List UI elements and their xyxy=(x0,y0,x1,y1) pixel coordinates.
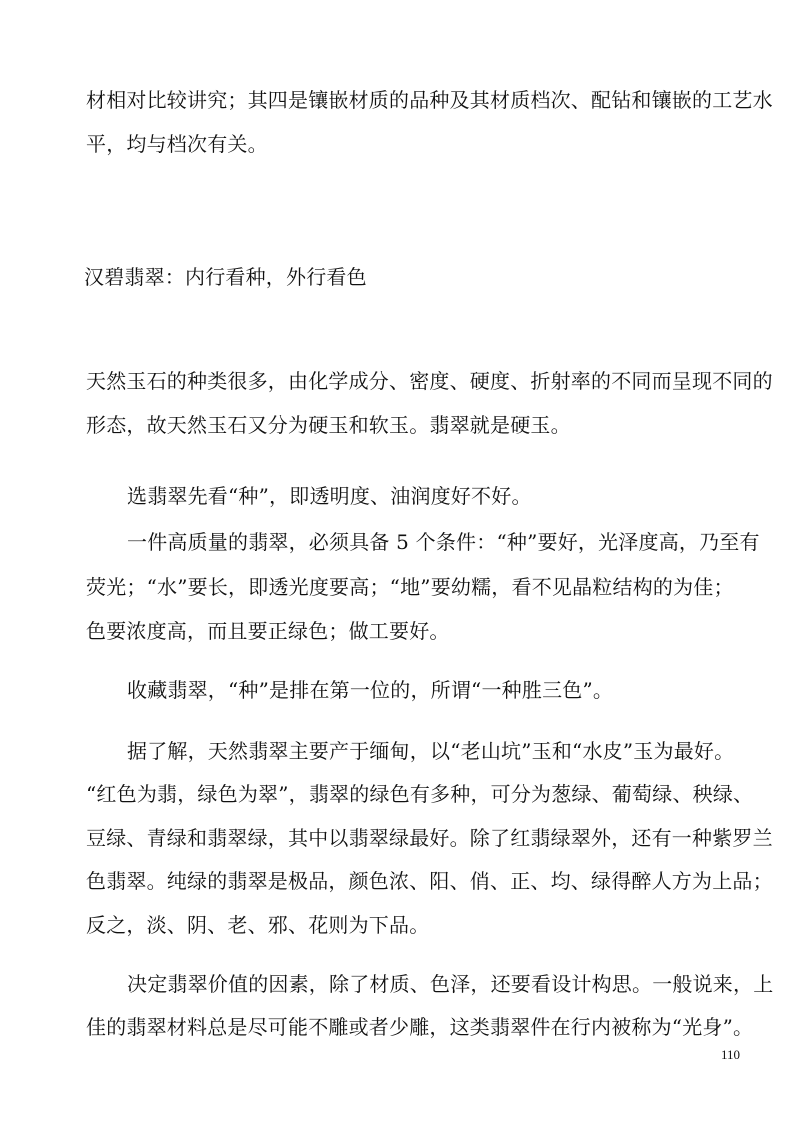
text-line: 选翡翠先看“种”，即透明度、油润度好不好。 xyxy=(127,484,532,508)
text-line: 收藏翡翠，“种”是排在第一位的，所谓“一种胜三色”。 xyxy=(127,678,614,702)
text-line: 佳的翡翠材料总是尽可能不雕或者少雕，这类翡翠件在行内被称为“光身”。 xyxy=(86,1015,754,1039)
text-line: 平，均与档次有关。 xyxy=(86,132,268,156)
text-line: 形态，故天然玉石又分为硬玉和软玉。翡翠就是硬玉。 xyxy=(86,413,571,437)
text-line: 天然玉石的种类很多，由化学成分、密度、硬度、折射率的不同而呈现不同的 xyxy=(86,369,773,393)
text-line: 反之，淡、阴、老、邪、花则为下品。 xyxy=(86,913,430,937)
text-line: 色要浓度高，而且要正绿色；做工要好。 xyxy=(86,619,450,643)
text-line: 一件高质量的翡翠，必须具备 5 个条件：“种”要好，光泽度高，乃至有 xyxy=(127,530,760,554)
text-line: 决定翡翠价值的因素，除了材质、色泽，还要看设计构思。一般说来，上 xyxy=(127,972,774,996)
text-line: “红色为翡，绿色为翠”，翡翠的绿色有多种，可分为葱绿、葡萄绿、秧绿、 xyxy=(86,782,754,806)
text-line: 色翡翠。纯绿的翡翠是极品，颜色浓、阳、俏、正、均、绿得醉人方为上品； xyxy=(86,869,773,893)
text-line: 豆绿、青绿和翡翠绿，其中以翡翠绿最好。除了红翡绿翠外，还有一种紫罗兰 xyxy=(86,826,773,850)
page-number: 110 xyxy=(720,1047,740,1062)
section-heading: 汉碧翡翠：内行看种，外行看色 xyxy=(84,265,367,289)
text-line: 据了解，天然翡翠主要产于缅甸，以“老山坑”玉和“水皮”玉为最好。 xyxy=(127,739,735,763)
text-line: 材相对比较讲究；其四是镶嵌材质的品种及其材质档次、配钻和镶嵌的工艺水 xyxy=(86,88,773,112)
text-line: 荧光；“水”要长，即透光度要高；“地”要幼糯，看不见晶粒结构的为佳； xyxy=(86,575,734,599)
